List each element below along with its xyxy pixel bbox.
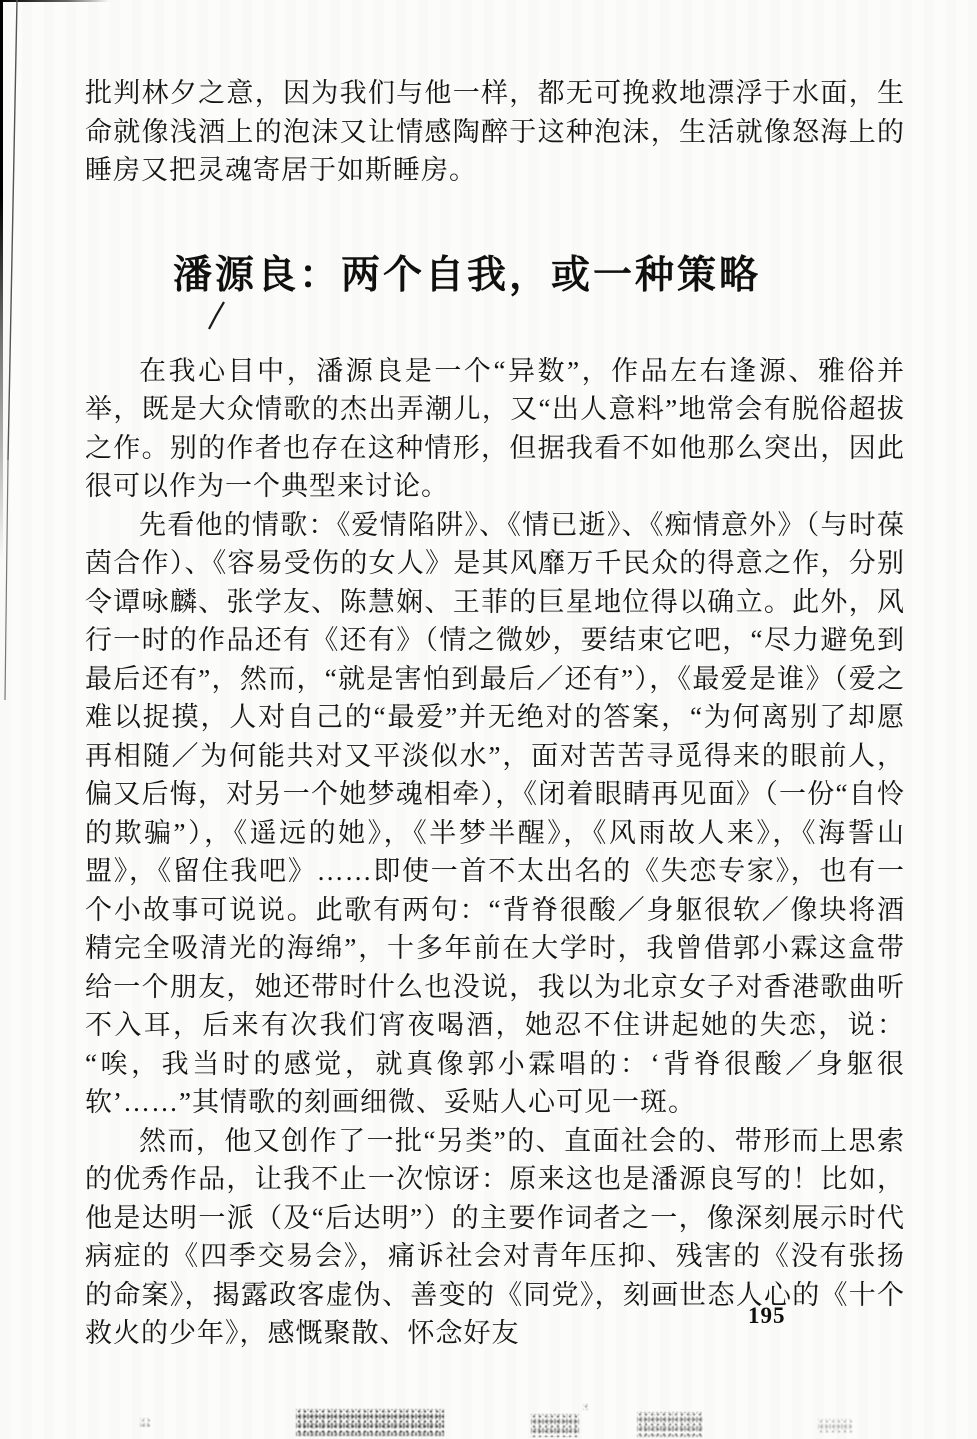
continuation-paragraph: 批判林夕之意，因为我们与他一样，都无可挽救地漂浮于水面，生命就像浅酒上的泡沫又让情感陶醉于这种泡沫，生活就像怒海上的睡房又把灵魂寄居于如斯睡房。 (85, 78, 905, 185)
scan-noise-bottom (531, 1414, 579, 1437)
chapter-title: 潘源良：两个自我，或一种策略 (172, 253, 761, 297)
scan-noise-bottom (296, 1409, 444, 1436)
scan-top-edge-artifact (0, 0, 110, 2)
body-paragraph-1: 在我心目中，潘源良是一个“异数”，作品左右逢源、雅俗并举，既是大众情歌的杰出弄潮儿，又“出人意料”地常会有脱俗超拔之作。别的作者也存在这种情形，但据我看不如他那么突出，因此很可以作为一个典型来讨论。 (85, 355, 905, 501)
body-paragraph-3: 然而，他又创作了一批“另类”的、直面社会的、带形而上思索的优秀作品，让我不止一次惊讶：原来这也是潘源良写的！比如，他是达明一派（及“后达明”）的主要作词者之一，像深刻展示时代病症的《四季交易会》，痛诉社会对青年压抑、残害的《没有张扬的命案》，揭露政客虚伪、善变的《同党》，刻画世态人心的《十个救火的少年》，感慨聚散、怀念好友 (85, 1125, 905, 1348)
body-paragraph-2: 先看他的情歌：《爱情陷阱》、《情已逝》、《痴情意外》（与时葆茵合作）、《容易受伤的女人》是其风靡万千民众的得意之作，分别令谭咏麟、张学友、陈慧娴、王菲的巨星地位得以确立。此外，风行一时的作品还有《还有》（情之微妙，要结束它吧，“尽力避免到最后还有”，然而，“就是害怕到最后／还有”），《最爱是谁》（爱之难以捉摸，人对自己的“最爱”并无绝对的答案，“为何离别了却愿再相随／为何能共对又平淡似水”，面对苦苦寻觅得来的眼前人，偏又后悔，对另一个她梦魂相牵），《闭着眼睛再见面》（一份“自怜的欺骗”），《遥远的她》，《半梦半醒》，《风雨故人来》，《海誓山盟》，《留住我吧》……即使一首不太出名的《失恋专家》，也有一个小故事可说说。此歌有两句：“背脊很酸／身躯很软／像块将酒精完全吸清光的海绵”，十多年前在大学时，我曾借郭小霖这盒带给一个朋友，她还带时什么也没说，我以为北京女子对香港歌曲听不入耳，后来有次我们宵夜喝酒，她忍不住讲起她的失恋，说：“唉，我当时的感觉，就真像郭小霖唱的：‘背脊很酸／身躯很软’……”其情歌的刻画细微、妥贴人心可见一斑。 (85, 509, 905, 1117)
pen-mark-slash (209, 302, 224, 329)
scan-noise-bottom (637, 1412, 703, 1437)
page-number: 195 (748, 1303, 786, 1328)
scan-noise-bottom (818, 1419, 852, 1433)
scan-noise-bottom (583, 1404, 589, 1410)
scan-left-edge-artifact (0, 0, 3, 560)
scan-noise-bottom (140, 1418, 150, 1427)
